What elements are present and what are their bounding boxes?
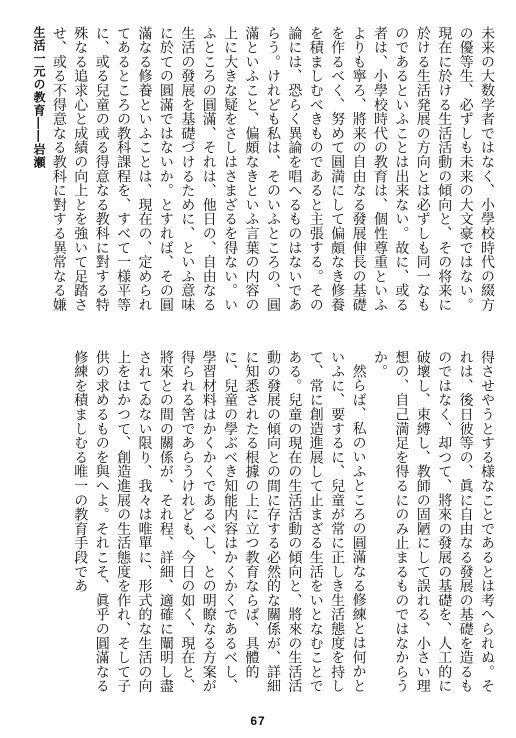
- page-number: 67: [250, 714, 266, 728]
- running-title: 生活一元の教育――岩瀬: [32, 26, 46, 169]
- paragraph: 得させやうとする様なことであるとは考へられぬ。それは、後日彼等の、眞に自由なる發展の基礎を造るものではなく、却つて、將來の發展の基礎を、人工的に破壞し、束縛し、教師の固陋にして誤れる、小さい理想の、自己満足を得るにのみ止まるものではなからうか。: [371, 350, 495, 694]
- body-text-lower: [50, 350, 497, 705]
- paragraph: 然らば、私のいふところの圓滿なる修練とは何かといふに、要するに、兒童が常に正しき生活態度を持して、常に創造進展して止まざる生活をいとなむことである。兒童の現在の生活活動の傾向と、將來の生活活動の發展の傾向との間に存する必然的な關係が、詳細に知悉されたる根據の上に立つ教育ならば、具體的に、兒童の學ぶべき知能内容はかくかくであるべし、學習材料はかくかくであるべし、との明瞭なる方案が得られる筈であらうけれども、今日の如く、現在と、將來との間の關係が、それ程、詳細、適確に闡明し盡されてゐない限り、我々は唯單に、形式的な生活の向上をはかつて、創造進展の生活態度を作れ、そして子供の求めるものを與へよ。それこそ、眞乎の圓滿なる修練を積ましむる唯一の教育手段であ: [72, 350, 367, 694]
- body-text-upper: [50, 26, 497, 326]
- paragraph: 未来の大数学者ではなく、小學校時代の綴方の優等生、必ずしも未来の大文豪ではない。現在に於ける生活活動の傾向と、その将来に於ける生活発展の方向とは必ずしも同一なものであるといふことは出来ない。故に、或る者は、小學校時代の教育は、個性尊重といふよりも寧ろ、將来の自由なる發展伸長の基礎を作るべく、努めて圓満にして偏頗なき修養を積ましむべきものであると主張する。その論には、恐らく異論を唱へるものはないであらう。けれども私は、そのいふところの、圓滿といふこと、偏頗なきといふ言葉の内容の上に大きな疑をさしはさまざるを得ない。いふところの圓滿、それは、他日の、自由なる生活の發展を基礎づけるために、といふ意味に於ての圓滿ではないか。とすれば、その圓滿なる修養といふことは、現在の、定められてあるところの教科課程を、すべて一様平等に、或る兒童の或る得意なる教科に對する特殊なる追求心と成績の向上とを強いて足踏させ、或る不得意なる教科に對する異常なる嫌: [50, 26, 495, 312]
- running-header: [10, 26, 46, 446]
